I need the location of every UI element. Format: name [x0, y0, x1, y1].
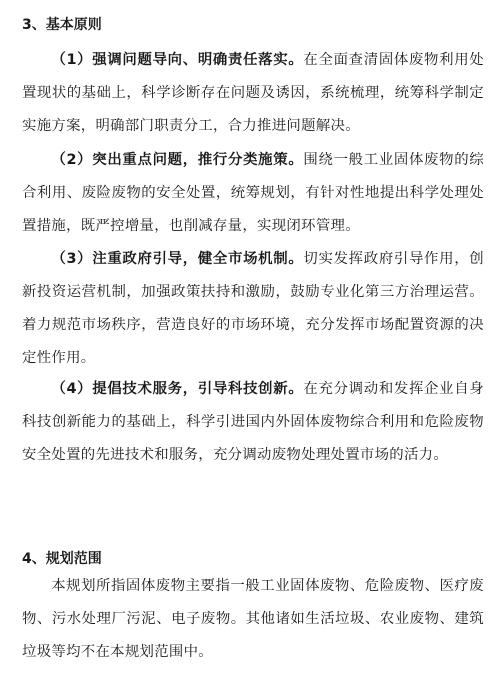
principle-4-body: 在充分调动和发挥企业自身科技创新能力的基础上，科学引进国内外固体废物综合利用和危险废物安全处置的先进技术和服务，充分调动废物处理处置市场的活力。: [22, 381, 484, 463]
principle-2-body: 围绕一般工业固体废物的综合利用、废险废物的安全处置，统筹规划，有针对性地提出科学处理处置措施，既严控增量，也削减存量，实现闭环管理。: [22, 152, 484, 234]
principle-2-title: （2）突出重点问题，推行分类施策。: [51, 152, 304, 168]
principle-3-title: （3）注重政府引导，健全市场机制。: [51, 251, 304, 267]
principle-3-paragraph: [22, 243, 484, 375]
principle-1-body: 在全面查清固体废物利用处置现状的基础上，科学诊断存在问题及诱因，系统梳理，统筹科学制定实施方案，明确部门职责分工，合力推进问题解决。: [22, 52, 484, 134]
principle-3-body: 切实发挥政府引导作用，创新投资运营机制，加强政策扶持和激励，鼓励专业化第三方治理运营。着力规范市场秩序，营造良好的市场环境，充分发挥市场配置资源的决定性作用。: [22, 251, 484, 366]
principle-4-paragraph: [22, 373, 484, 472]
principle-1-title: （1）强调问题导向、明确责任落实。: [51, 52, 304, 68]
principle-4-title: （4）提倡技术服务，引导科技创新。: [51, 381, 304, 397]
principle-2-paragraph: [22, 144, 484, 243]
scope-body: 本规划所指固体废物主要指一般工业固体废物、危险废物、医疗废物、污水处理厂污泥、电子废物。其他诸如生活垃圾、农业废物、建筑垃圾等均不在本规划范围中。: [22, 578, 484, 660]
scope-paragraph: [22, 570, 484, 669]
section-4-heading: 4、规划范围: [22, 551, 102, 567]
section-3-heading: 3、基本原则: [22, 17, 102, 33]
principle-1-paragraph: [22, 44, 484, 143]
